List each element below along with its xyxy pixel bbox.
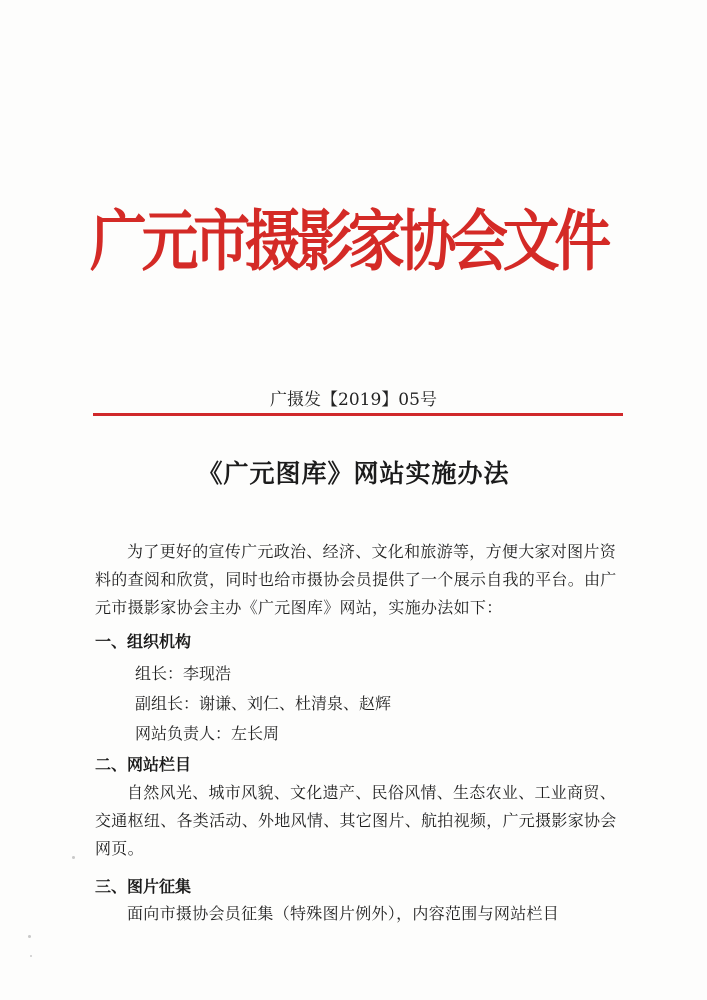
section-2-text: 自然风光、城市风貌、文化遗产、民俗风情、生态农业、工业商贸、交通枢纽、各类活动、外地风情、其它图片、航拍视频，广元摄影家协会网页。 [95,783,617,858]
org-item-leader: 组长：李现浩 [135,664,232,683]
document-title: 《广元图库》网站实施办法 [197,459,510,488]
org-item-web-manager: 网站负责人：左长周 [135,724,280,743]
scan-speck [30,955,32,957]
section-3-heading: 三、图片征集 [95,877,192,896]
section-2-heading: 二、网站栏目 [95,755,192,774]
document-number: 广摄发【2019】05号 [270,390,437,410]
scan-speck [72,856,75,859]
org-item-deputy: 副组长：谢谦、刘仁、杜清泉、赵辉 [135,694,392,713]
section-1-heading: 一、组织机构 [95,632,192,651]
section-3-text: 面向市摄协会员征集（特殊图片例外），内容范围与网站栏目 [127,904,560,923]
masthead-title: 广元市摄影家协会文件 [90,203,606,280]
intro-paragraph: 为了更好的宣传广元政治、经济、文化和旅游等，方便大家对图片资料的查阅和欣赏，同时也给市摄协会员提供了一个展示自我的平台。由广元市摄影家协会主办《广元图库》网站，实施办法如下： [95,542,617,617]
scan-speck [28,935,31,938]
red-divider [93,413,623,416]
